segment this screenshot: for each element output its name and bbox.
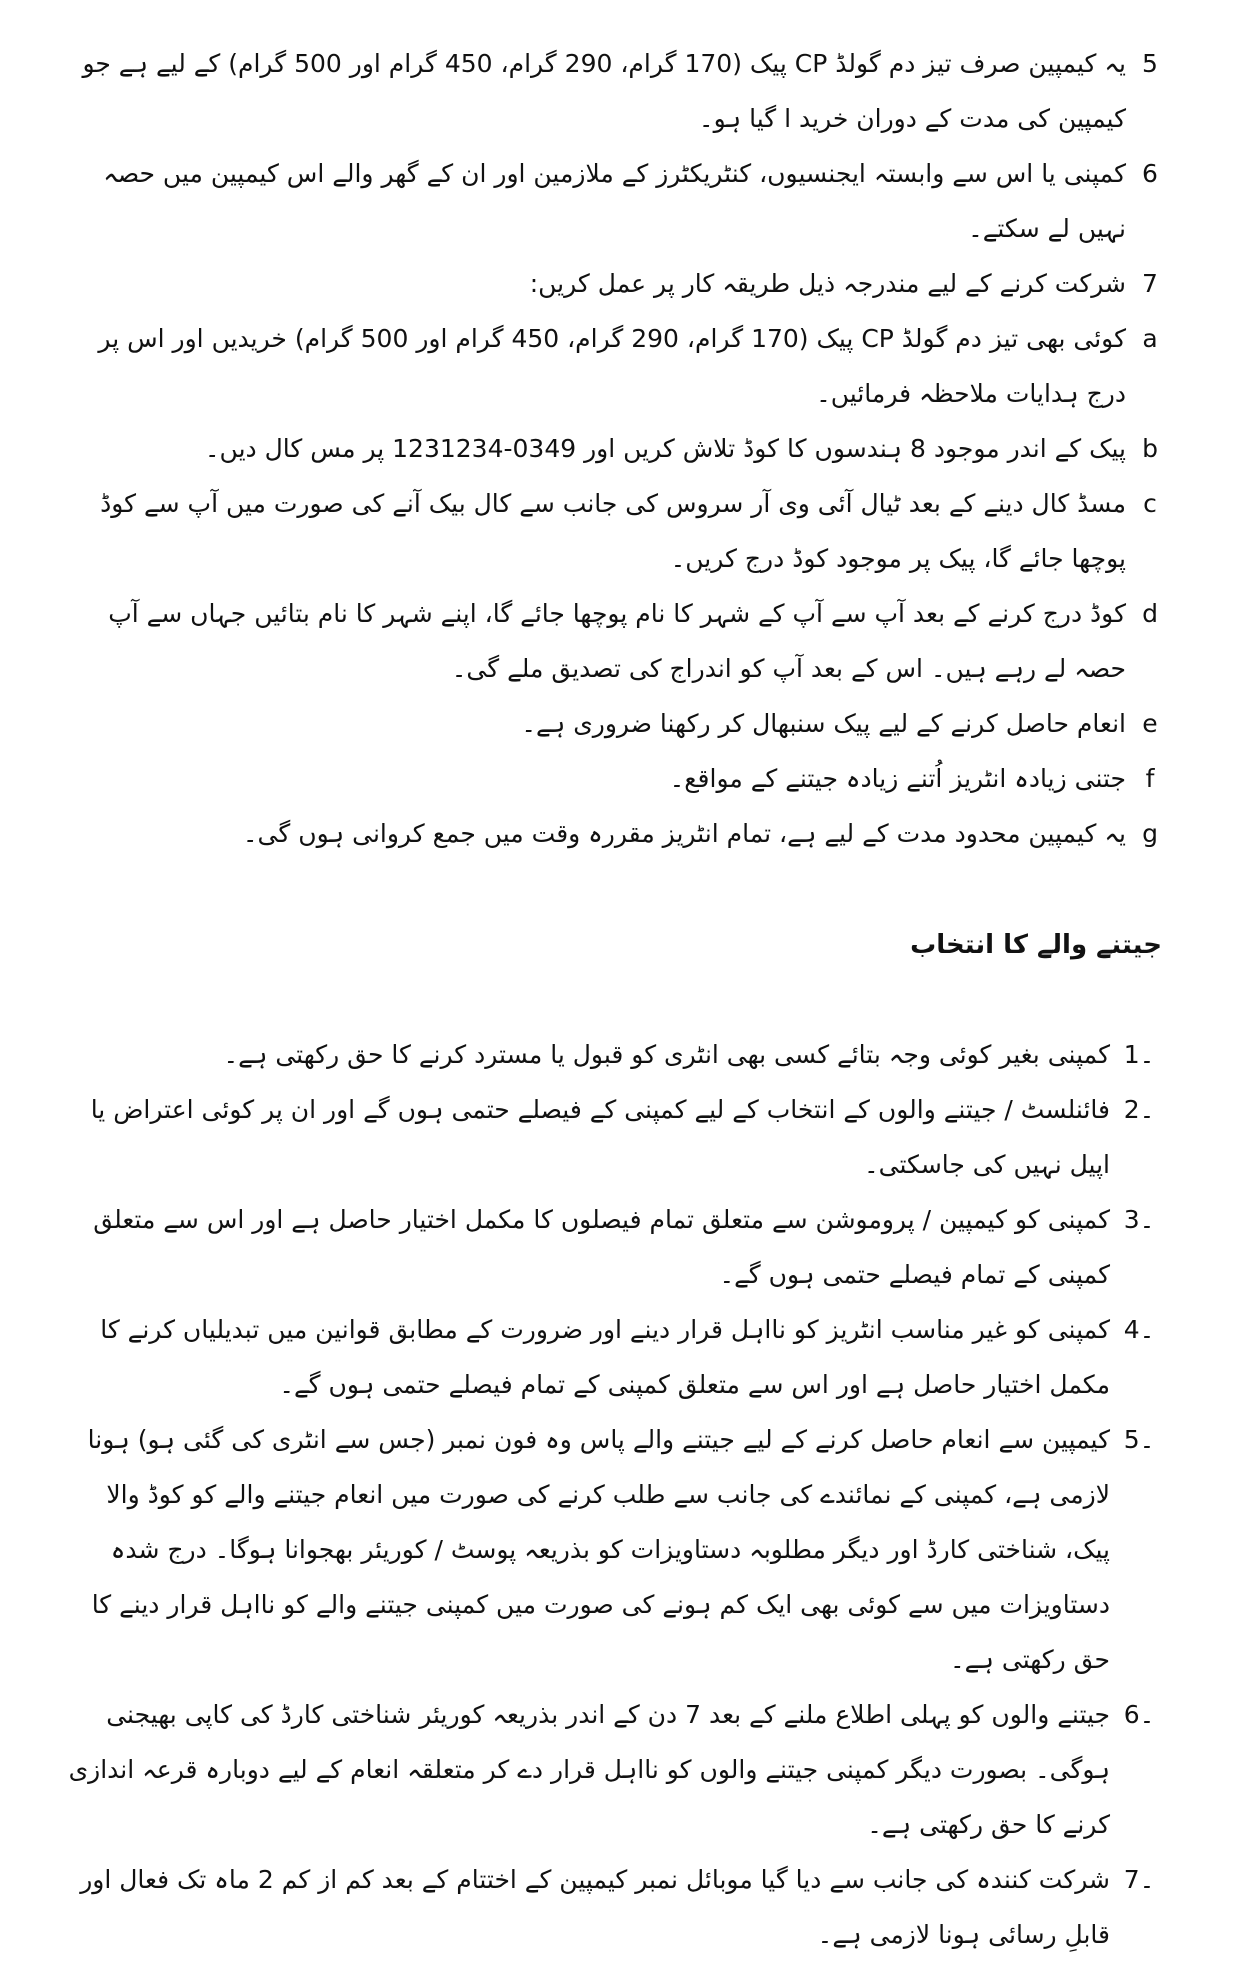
list-item [60,421,1162,476]
item-number: 7 [1142,269,1158,298]
list-item [60,586,1162,696]
list-item [60,1192,1162,1302]
item-text: کوڈ درج کرنے کے بعد آپ سے آپ کے شہر کا نام پوچھا جائے گا، اپنے شہر کا نام بتائیں جہاں سے آپ حصہ لے رہے ہیں۔ اس کے بعد آپ کو اندراج کی تصدیق ملے گی۔ [108,599,1126,683]
item-letter: a [1142,324,1158,353]
participation-steps [60,311,1162,861]
list-item [60,1082,1162,1192]
item-text: شرکت کرنے کے لیے مندرجہ ذیل طریقہ کار پر عمل کریں: [529,269,1126,298]
item-text: یہ کیمپین محدود مدت کے لیے ہے، تمام انٹریز مقررہ وقت میں جمع کروانی ہوں گی۔ [242,819,1126,848]
item-text: جیتنے والوں کو پہلی اطلاع ملنے کے بعد 7 دن کے اندر بذریعہ کوریئر شناختی کارڈ کی کاپی بھیجنی ہوگی۔ بصورت دیگر کمپنی جیتنے والوں کو نااہل قرار دے کر متعلقہ انعام کے لیے دوبارہ قرعہ اندازی کرنے کا حق رکھتی ہے۔ [68,1700,1110,1839]
item-letter: g [1142,819,1158,848]
list-item [60,311,1162,421]
item-text: شرکت کنندہ کی جانب سے دیا گیا موبائل نمبر کیمپین کے اختتام کے بعد کم از کم 2 ماہ تک فعال اور قابلِ رسائی ہونا لازمی ہے۔ [80,1865,1110,1949]
item-text: مسڈ کال دینے کے بعد ٹیال آئی وی آر سروس کی جانب سے کال بیک آنے کی صورت میں آپ سے کوڈ پوچھا جائے گا، پیک پر موجود کوڈ درج کریں۔ [100,489,1126,573]
item-number: 6۔ [1123,1700,1155,1729]
item-number: 5۔ [1123,1425,1155,1454]
item-text: کمپنی کو غیر مناسب انٹریز کو نااہل قرار دینے اور ضرورت کے مطابق قوانین میں تبدیلیاں کرنے کا مکمل اختیار حاصل ہے اور اس سے متعلق کمپنی کے تمام فیصلے حتمی ہوں گے۔ [100,1315,1110,1399]
list-item [60,256,1162,311]
item-text: پیک کے اندر موجود 8 ہندسوں کا کوڈ تلاش کریں اور 0349-1231234 پر مس کال دیں۔ [204,434,1126,463]
item-text: انعام حاصل کرنے کے لیے پیک سنبھال کر رکھنا ضروری ہے۔ [521,709,1126,738]
section-heading: جیتنے والے کا انتخاب [910,930,1162,960]
item-text: فائنلسٹ / جیتنے والوں کے انتخاب کے لیے کمپنی کے فیصلے حتمی ہوں گے اور ان پر کوئی اعتراض یا اپیل نہیں کی جاسکتی۔ [90,1095,1110,1179]
item-number: 7۔ [1123,1865,1155,1894]
list-item [60,1412,1162,1687]
list-item [60,751,1162,806]
item-letter: f [1145,764,1155,793]
item-text: کمپنی یا اس سے وابستہ ایجنسیوں، کنٹریکٹرز کے ملازمین اور ان کے گھر والے اس کیمپین میں حصہ نہیں لے سکتے۔ [103,159,1126,243]
item-letter: d [1142,599,1158,628]
item-text: کیمپین سے انعام حاصل کرنے کے لیے جیتنے والے پاس وہ فون نمبر (جس سے انٹری کی گئی ہو) ہونا لازمی ہے، کمپنی کے نمائندے کی جانب سے طلب کرنے کی صورت میں انعام جیتنے والے کو کوڈ والا پیک، شناختی کارڈ اور دیگر مطلوبہ دستاویزات کو بذریعہ پوسٹ / کوریئر بھجوانا ہوگا۔ درج شدہ دستاویزات میں سے کوئی بھی ایک کم ہونے کی صورت میں کمپنی جیتنے والے کو نااہل قرار دینے کا حق رکھتی ہے۔ [87,1425,1110,1674]
item-letter: e [1142,709,1158,738]
item-number: 5 [1142,49,1158,78]
list-item [60,1302,1162,1412]
list-item [60,696,1162,751]
list-item [60,1027,1162,1082]
item-letter: b [1142,434,1158,463]
item-number: 1۔ [1123,1040,1155,1069]
list-item [60,476,1162,586]
eligibility-list [60,36,1162,311]
list-item [60,1687,1162,1852]
item-number: 6 [1142,159,1158,188]
item-text: یہ کیمپین صرف تیز دم گولڈ CP پیک (170 گرام، 290 گرام، 450 گرام اور 500 گرام) کے لیے ہے جو کیمپین کی مدت کے دوران خرید ا گیا ہو۔ [82,49,1126,133]
item-number: 2۔ [1123,1095,1155,1124]
item-text: کوئی بھی تیز دم گولڈ CP پیک (170 گرام، 290 گرام، 450 گرام اور 500 گرام) خریدیں اور اس پر درج ہدایات ملاحظہ فرمائیں۔ [98,324,1126,408]
list-item [60,36,1162,146]
list-item [60,1852,1162,1962]
list-item [60,146,1162,256]
item-text: کمپنی بغیر کوئی وجہ بتائے کسی بھی انٹری کو قبول یا مسترد کرنے کا حق رکھتی ہے۔ [223,1040,1110,1069]
item-number: 3۔ [1123,1205,1155,1234]
item-letter: c [1143,489,1157,518]
item-number: 4۔ [1123,1315,1155,1344]
list-item [60,806,1162,861]
item-text: کمپنی کو کیمپین / پروموشن سے متعلق تمام فیصلوں کا مکمل اختیار حاصل ہے اور اس سے متعلق کمپنی کے تمام فیصلے حتمی ہوں گے۔ [93,1205,1110,1289]
item-text: جتنی زیادہ انٹریز اُتنے زیادہ جیتنے کے مواقع۔ [669,764,1126,793]
selection-rules [60,1027,1162,1962]
